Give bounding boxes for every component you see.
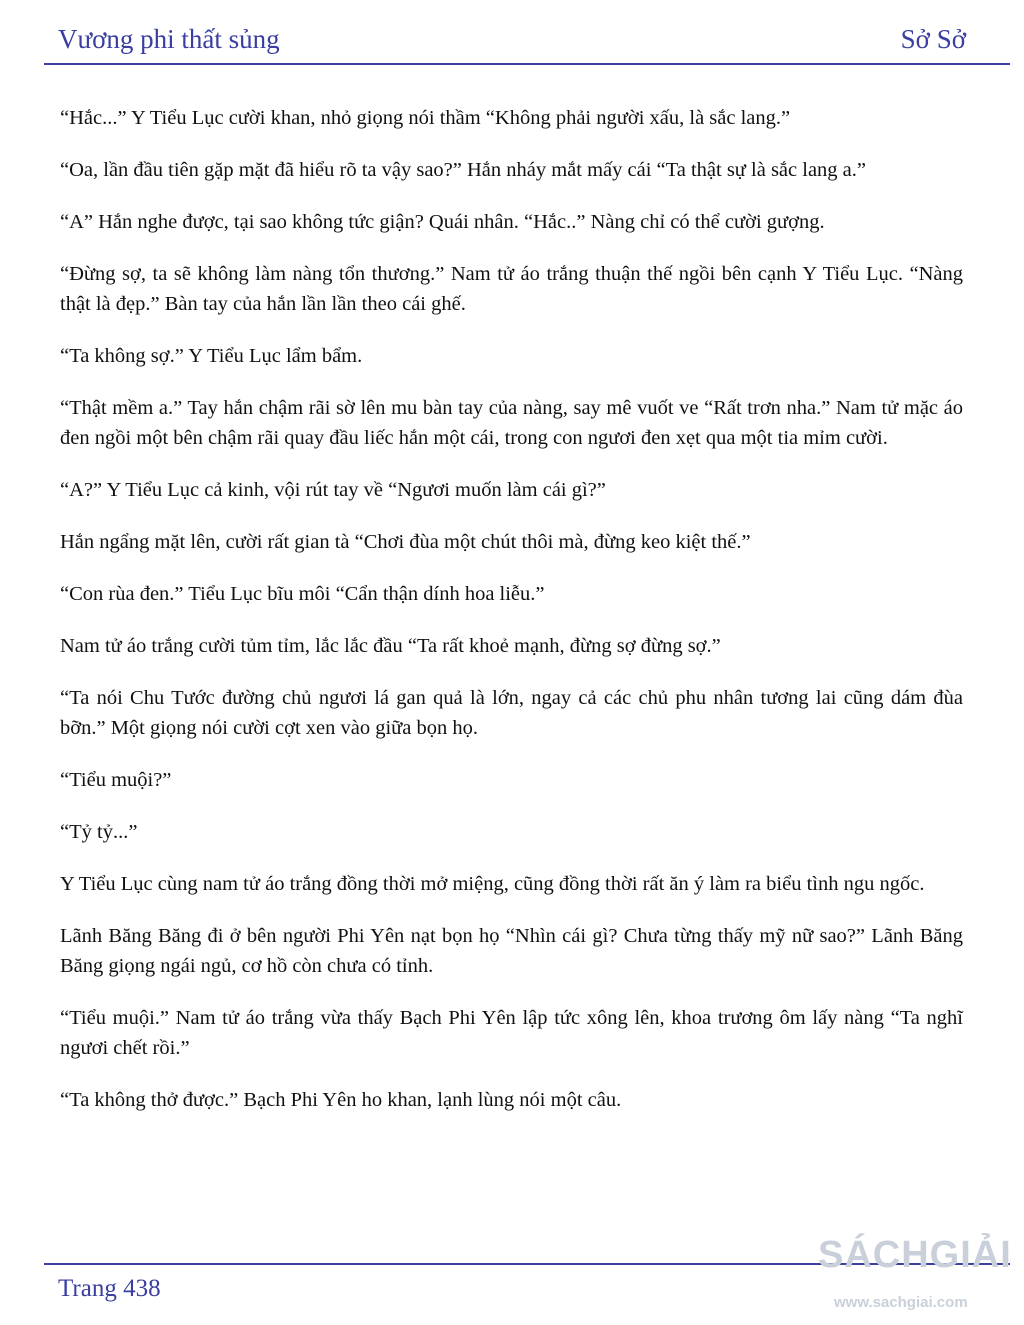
paragraph: “A?” Y Tiểu Lục cả kinh, vội rút tay về “Ngươi muốn làm cái gì?” (60, 479, 606, 501)
paragraph: “Tiểu muội?” (60, 769, 172, 791)
book-title: Vương phi thất sủng (58, 24, 280, 54)
paragraph: “Ta không sợ.” Y Tiểu Lục lẩm bẩm. (60, 345, 363, 367)
paragraph: Lãnh Băng Băng đi ở bên người Phi Yên nạt bọn họ “Nhìn cái gì? Chưa từng thấy mỹ nữ sao?” Lãnh Băng Băng giọng ngái ngủ, cơ hồ còn chưa có tỉnh. (60, 925, 963, 977)
paragraph: “Thật mềm a.” Tay hắn chậm rãi sờ lên mu bàn tay của nàng, say mê vuốt ve “Rất trơn nha.” Nam tử mặc áo đen ngồi một bên chậm rãi quay đầu liếc hắn một cái, trong con ngươi đen xẹt qua một tia mỉm cười. (60, 397, 963, 449)
page-number: Trang 438 (58, 1275, 161, 1302)
paragraph: “Ta không thở được.” Bạch Phi Yên ho khan, lạnh lùng nói một câu. (60, 1089, 622, 1111)
watermark-logo-text: SÁCHGIẢI (818, 1234, 1012, 1276)
paragraph: Nam tử áo trắng cười tủm tỉm, lắc lắc đầu “Ta rất khoẻ mạnh, đừng sợ đừng sợ.” (60, 635, 721, 657)
paragraph: Y Tiểu Lục cùng nam tử áo trắng đồng thời mở miệng, cũng đồng thời rất ăn ý làm ra biểu tình ngu ngốc. (60, 873, 925, 895)
paragraph: “Con rùa đen.” Tiểu Lục bĩu môi “Cẩn thận dính hoa liễu.” (60, 583, 545, 605)
watermark-logo (818, 1222, 1024, 1325)
page-body (60, 103, 963, 1137)
paragraph: “Tỷ tỷ...” (60, 821, 138, 843)
paragraph: Hắn ngẩng mặt lên, cười rất gian tà “Chơi đùa một chút thôi mà, đừng keo kiệt thế.” (60, 531, 751, 553)
paragraph: “Tiểu muội.” Nam tử áo trắng vừa thấy Bạch Phi Yên lập tức xông lên, khoa trương ôm lấy nàng “Ta nghĩ ngươi chết rồi.” (60, 1007, 963, 1059)
paragraph: “Ta nói Chu Tước đường chủ ngươi lá gan quả là lớn, ngay cả các chủ phu nhân tương lai cũng dám đùa bỡn.” Một giọng nói cười cợt xen vào giữa bọn họ. (60, 687, 963, 739)
paragraph: “Oa, lần đầu tiên gặp mặt đã hiểu rõ ta vậy sao?” Hắn nháy mắt mấy cái “Ta thật sự là sắc lang a.” (60, 159, 866, 181)
header-divider (44, 63, 1010, 65)
page-header (58, 24, 966, 64)
paragraph: “Hắc...” Y Tiểu Lục cười khan, nhỏ giọng nói thầm “Không phải người xấu, là sắc lang.” (60, 107, 791, 129)
paragraph: “A” Hắn nghe được, tại sao không tức giận? Quái nhân. “Hắc..” Nàng chỉ có thể cười gượng. (60, 211, 825, 233)
paragraph: “Đừng sợ, ta sẽ không làm nàng tổn thương.” Nam tử áo trắng thuận thế ngồi bên cạnh Y Tiểu Lục. “Nàng thật là đẹp.” Bàn tay của hắn lần lần theo cái ghế. (60, 263, 963, 315)
watermark-url: www.sachgiai.com (834, 1294, 968, 1311)
book-author: Sở Sở (900, 24, 966, 54)
